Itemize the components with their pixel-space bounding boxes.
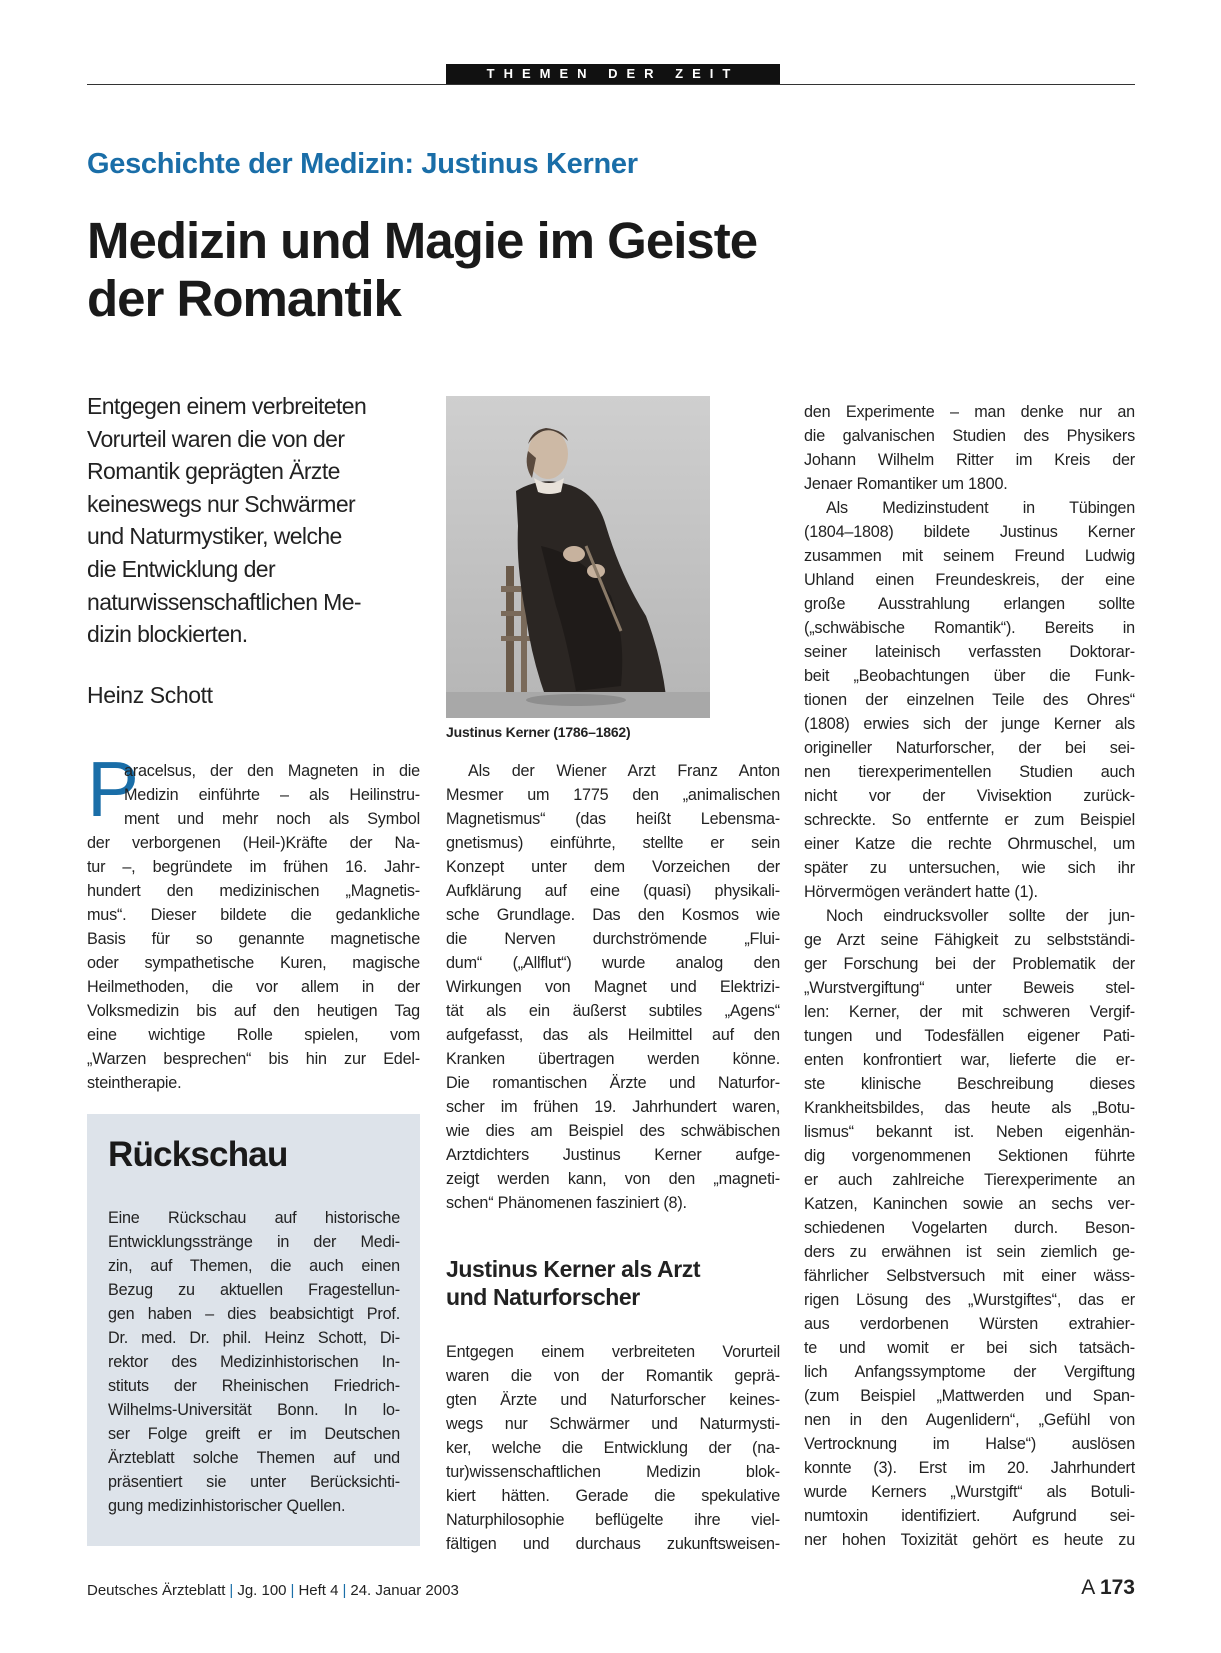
body-line: te und womit er bei sich tatsäch- [804, 1339, 1135, 1357]
sidebar-line: stituts der Rheinischen Friedrich- [108, 1377, 400, 1395]
sidebar-line: Wilhelms-Universität Bonn. In lo- [108, 1401, 400, 1419]
body-line: Basis für so genannte magnetische [87, 930, 420, 948]
body-line: „Warzen besprechen“ bis hin zur Edel- [87, 1050, 420, 1068]
body-line: Aufklärung auf eine (quasi) physikali- [446, 882, 780, 900]
body-line: konnte (3). Erst im 20. Jahrhundert [804, 1459, 1135, 1477]
section-label: THEMEN DER ZEIT [446, 64, 780, 84]
body-line: beit „Beobachtungen über die Funk- [804, 667, 1135, 685]
body-line: len: Kerner, der mit schweren Vergif- [804, 1003, 1135, 1021]
body-line: Volksmedizin bis auf den heutigen Tag [87, 1002, 420, 1020]
lead-line: naturwissenschaftlichen Me- [87, 588, 361, 615]
sidebar-line: Bezug zu aktuellen Fragestellun- [108, 1281, 400, 1299]
body-column-1 [87, 759, 420, 1095]
body-line: Mesmer um 1775 den „animalischen [446, 786, 780, 804]
body-line: später zu untersuchen, wie sich ihr [804, 859, 1135, 877]
photo-caption: Justinus Kerner (1786–1862) [446, 724, 631, 740]
author-name: Heinz Schott [87, 682, 213, 708]
body-line: Konzept unter dem Vorzeichen der [446, 858, 780, 876]
footer-separator: | [229, 1582, 234, 1599]
body-line: sche Grundlage. Das den Kosmos wie [446, 906, 780, 924]
article-headline [87, 212, 987, 328]
body-line: den Experimente – man denke nur an [804, 403, 1135, 421]
body-line: wegs nur Schwärmer und Naturmysti- [446, 1415, 780, 1433]
body-line: wie dies am Beispiel des schwäbischen [446, 1122, 780, 1140]
sidebar-title: Rückschau [108, 1135, 288, 1174]
sidebar-line: rektor des Medizinhistorischen In- [108, 1353, 400, 1371]
body-line: gten Ärzte und Naturforscher keines- [446, 1391, 780, 1409]
sidebar-line: zin, auf Themen, die auch einen [108, 1257, 400, 1275]
page-prefix: A [1081, 1576, 1095, 1599]
body-line: enten konfrontiert war, lieferte die er- [804, 1051, 1135, 1069]
sidebar-line: ser Folge greift er im Deutschen [108, 1425, 400, 1443]
body-line: Die romantischen Ärzte und Naturfor- [446, 1074, 780, 1092]
body-line: schreckte. So entfernte er zum Beispiel [804, 811, 1135, 829]
footer-issue: Heft 4 [298, 1582, 339, 1599]
headline-line: Medizin und Magie im Geiste [87, 212, 758, 269]
drop-cap: P [87, 745, 140, 833]
body-line: tionen der einzelnen Teile des Ohres“ [804, 691, 1135, 709]
body-line: steintherapie. [87, 1074, 182, 1092]
body-line: Vertrocknung im Halse“) auslösen [804, 1435, 1135, 1453]
body-line: zeigt werden kann, von den „magneti- [446, 1170, 780, 1188]
body-line: tät als ein äußerst subtiles „Agens“ [446, 1002, 780, 1020]
body-line: die galvanischen Studien des Physikers [804, 427, 1135, 445]
body-line: Krankheitsbildes, das heute als „Botu- [804, 1099, 1135, 1117]
body-line: dig vorgenommenen Sektionen führte [804, 1147, 1135, 1165]
body-line: Als der Wiener Arzt Franz Anton [468, 762, 780, 780]
header-rule [87, 84, 1135, 85]
portrait-image [446, 396, 710, 718]
body-column-3 [804, 400, 1135, 1552]
body-line: origineller Naturforscher, der bei sei- [804, 739, 1135, 757]
body-line: oder sympathetische Kuren, magische [87, 954, 420, 972]
body-line: Katzen, Kaninchen sowie an sechs ver- [804, 1195, 1135, 1213]
body-column-2-continued [446, 1340, 780, 1556]
body-line: Johann Wilhelm Ritter im Kreis der [804, 451, 1135, 469]
page-number-value: 173 [1099, 1576, 1135, 1599]
body-line: Jenaer Romantiker um 1800. [804, 475, 1008, 493]
body-line: (zum Beispiel „Mattwerden und Span- [804, 1387, 1135, 1405]
body-line: hundert den medizinischen „Magnetis- [87, 882, 420, 900]
body-line: Naturphilosophie beflügelte ihre viel- [446, 1511, 780, 1529]
body-line: fährlicher Selbstversuch mit einer wäss- [804, 1267, 1135, 1285]
body-line: ger Forschung bei der Problematik der [804, 955, 1135, 973]
footer-date: 24. Januar 2003 [350, 1582, 459, 1599]
subhead-line: Justinus Kerner als Arzt [446, 1256, 701, 1282]
body-line: numtoxin identifiziert. Aufgrund sei- [804, 1507, 1135, 1525]
headline-line: der Romantik [87, 270, 401, 327]
body-line: ders zu erwähnen ist sein ziemlich ge- [804, 1243, 1135, 1261]
lead-line: keineswegs nur Schwärmer [87, 490, 356, 517]
body-line: lismus“ bekannt ist. Neben eigenhän- [804, 1123, 1135, 1141]
body-line: Medizin einführte – als Heilinstru- [124, 786, 420, 804]
body-line: ker, welche die Entwicklung der (na- [446, 1439, 780, 1457]
body-line: wurde Kerners „Wurstgift“ als Botuli- [804, 1483, 1135, 1501]
body-line: aus verdorbenen Würsten extrahier- [804, 1315, 1135, 1333]
body-line: nen in den Augenlidern“, „Gefühl von [804, 1411, 1135, 1429]
body-line: große Ausstrahlung erlangen sollte [804, 595, 1135, 613]
body-line: (1804–1808) bildete Justinus Kerner [804, 523, 1135, 541]
body-line: („schwäbische Romantik“). Bereits in [804, 619, 1135, 637]
body-line: ment und mehr noch als Symbol [124, 810, 420, 828]
body-line: mus“. Dieser bildete die gedankliche [87, 906, 420, 924]
body-line: Heilmethoden, die vor allem in der [87, 978, 420, 996]
body-line: (1808) erwies sich der junge Kerner als [804, 715, 1135, 733]
lead-line: dizin blockierten. [87, 621, 248, 648]
body-line: Hörvermögen verändert hatte (1). [804, 883, 1038, 901]
body-line: Entgegen einem verbreiteten Vorurteil [446, 1343, 780, 1361]
lead-line: Vorurteil waren die von der [87, 425, 345, 452]
body-line: nicht vor der Vivisektion zurück- [804, 787, 1135, 805]
body-line: fältigen und durchaus zukunftsweisen- [446, 1535, 780, 1553]
sidebar-text [108, 1206, 400, 1518]
body-line: Uhland einen Freundeskreis, der eine [804, 571, 1135, 589]
section-subhead [446, 1255, 780, 1311]
footer [87, 1582, 459, 1599]
body-line: rigen Lösung des „Wurstgiftes“, das er [804, 1291, 1135, 1309]
body-line: schen“ Phänomenen fasziniert (8). [446, 1194, 687, 1212]
body-line: Magnetismus“ (das heißt Lebensma- [446, 810, 780, 828]
body-line: tungen und Todesfällen eigener Pati- [804, 1027, 1135, 1045]
sidebar-line: präsentiert sie unter Berücksichti- [108, 1473, 400, 1491]
lead-line: die Entwicklung der [87, 555, 276, 582]
body-line: er auch zahlreiche Tierexperimente an [804, 1171, 1135, 1189]
sidebar-line: Ärzteblatt solche Themen auf und [108, 1449, 400, 1467]
footer-journal: Deutsches Ärzteblatt [87, 1582, 226, 1599]
body-line: eine wichtige Rolle spielen, vom [87, 1026, 420, 1044]
body-line: kiert hätten. Gerade die spekulative [446, 1487, 780, 1505]
body-line: tur)wissenschaftlichen Medizin blok- [446, 1463, 780, 1481]
body-line: gnetismus) einführte, stellte er sein [446, 834, 780, 852]
body-line: ste klinische Beschreibung dieses [804, 1075, 1135, 1093]
page-number [1081, 1576, 1135, 1600]
lead-line: Entgegen einem verbreiteten [87, 393, 367, 419]
body-line: der verborgenen (Heil-)Kräfte der Na- [87, 834, 420, 852]
body-line: Wirkungen von Magnet und Elektrizi- [446, 978, 780, 996]
lead-line: und Naturmystiker, welche [87, 523, 342, 550]
body-line: einer Katze die rechte Ohrmuschel, um [804, 835, 1135, 853]
body-line: scher im frühen 19. Jahrhundert waren, [446, 1098, 780, 1116]
footer-volume: Jg. 100 [237, 1582, 287, 1599]
portrait-photo [446, 396, 710, 718]
sidebar-line: Entwicklungsstränge in der Medi- [108, 1233, 400, 1251]
sidebar-line: gen haben – dies beabsichtigt Prof. [108, 1305, 400, 1323]
body-line: Noch eindrucksvoller sollte der jun- [826, 907, 1135, 925]
footer-separator: | [342, 1582, 347, 1599]
body-line: die Nerven durchströmende „Flui- [446, 930, 780, 948]
sidebar-line: gung medizinhistorischer Quellen. [108, 1497, 346, 1515]
body-line: „Wurstvergiftung“ unter Beweis stel- [804, 979, 1135, 997]
body-line: nen tierexperimentellen Studien auch [804, 763, 1135, 781]
article-kicker: Geschichte der Medizin: Justinus Kerner [87, 148, 638, 180]
body-line: ner hohen Toxizität gehört es heute zu [804, 1531, 1135, 1549]
sidebar-line: Eine Rückschau auf historische [108, 1209, 400, 1227]
article-lead [87, 390, 427, 651]
body-line: schiedenen Vogelarten durch. Beson- [804, 1219, 1135, 1237]
body-line: dum“ („Allflut“) wurde analog den [446, 954, 780, 972]
body-line: aufgefasst, das als Heilmittel auf den [446, 1026, 780, 1044]
body-line: Arztdichters Justinus Kerner aufge- [446, 1146, 780, 1164]
body-column-2 [446, 759, 780, 1215]
body-line: aracelsus, der den Magneten in die [124, 762, 420, 780]
body-line: Als Medizinstudent in Tübingen [826, 499, 1135, 517]
body-line: lich Anfangssymptome der Vergiftung [804, 1363, 1135, 1381]
body-line: waren die von der Romantik geprä- [446, 1367, 780, 1385]
lead-line: Romantik geprägten Ärzte [87, 458, 340, 485]
body-line: ge Arzt seine Fähigkeit zu selbstständi- [804, 931, 1135, 949]
sidebar-line: Dr. med. Dr. phil. Heinz Schott, Di- [108, 1329, 400, 1347]
subhead-line: und Naturforscher [446, 1284, 640, 1310]
body-line: zusammen mit seinem Freund Ludwig [804, 547, 1135, 565]
body-line: Kranken übertragen werden könne. [446, 1050, 780, 1068]
body-line: tur –, begründete im frühen 16. Jahr- [87, 858, 420, 876]
footer-separator: | [290, 1582, 295, 1599]
body-line: seiner lateinisch verfassten Doktorar- [804, 643, 1135, 661]
